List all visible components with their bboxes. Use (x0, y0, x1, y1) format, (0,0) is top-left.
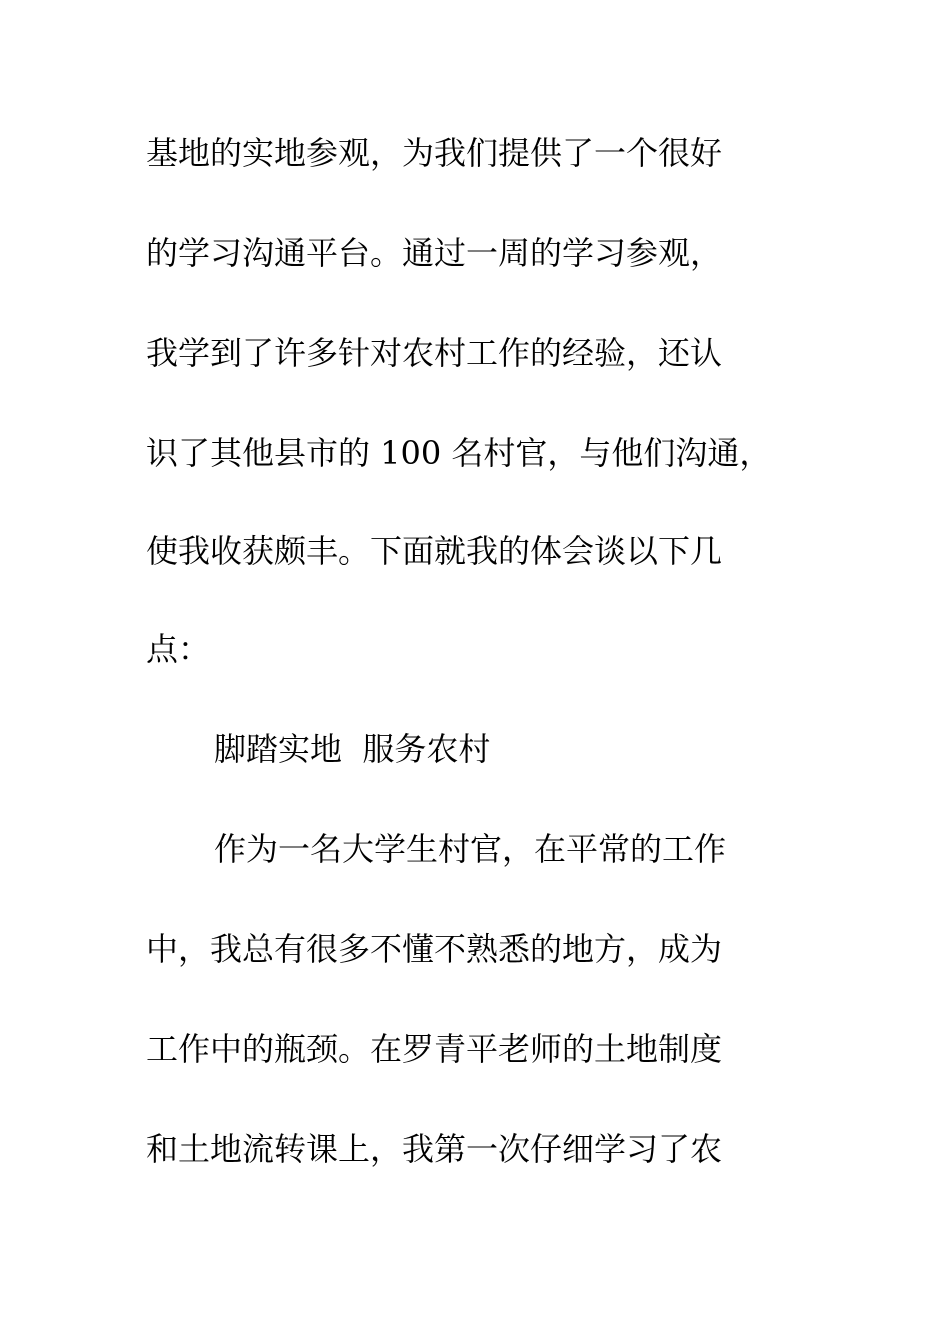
paragraph-line: 的学习沟通平台。通过一周的学习参观， (146, 234, 723, 272)
paragraph-line: 中，我总有很多不懂不熟悉的地方，成为 (146, 930, 723, 968)
paragraph-line: 基地的实地参观，为我们提供了一个很好 (146, 134, 723, 172)
paragraph-line: 点： (146, 630, 211, 668)
paragraph-line: 作为一名大学生村官，在平常的工作 (214, 830, 727, 868)
paragraph-line: 我学到了许多针对农村工作的经验，还认 (146, 334, 723, 372)
paragraph-line: 识了其他县市的 100 名村官，与他们沟通， (146, 434, 772, 472)
paragraph-line: 和土地流转课上，我第一次仔细学习了农 (146, 1130, 723, 1168)
section-heading: 脚踏实地 服务农村 (214, 730, 491, 768)
paragraph-line: 使我收获颇丰。下面就我的体会谈以下几 (146, 532, 723, 570)
paragraph-line: 工作中的瓶颈。在罗青平老师的土地制度 (146, 1030, 723, 1068)
